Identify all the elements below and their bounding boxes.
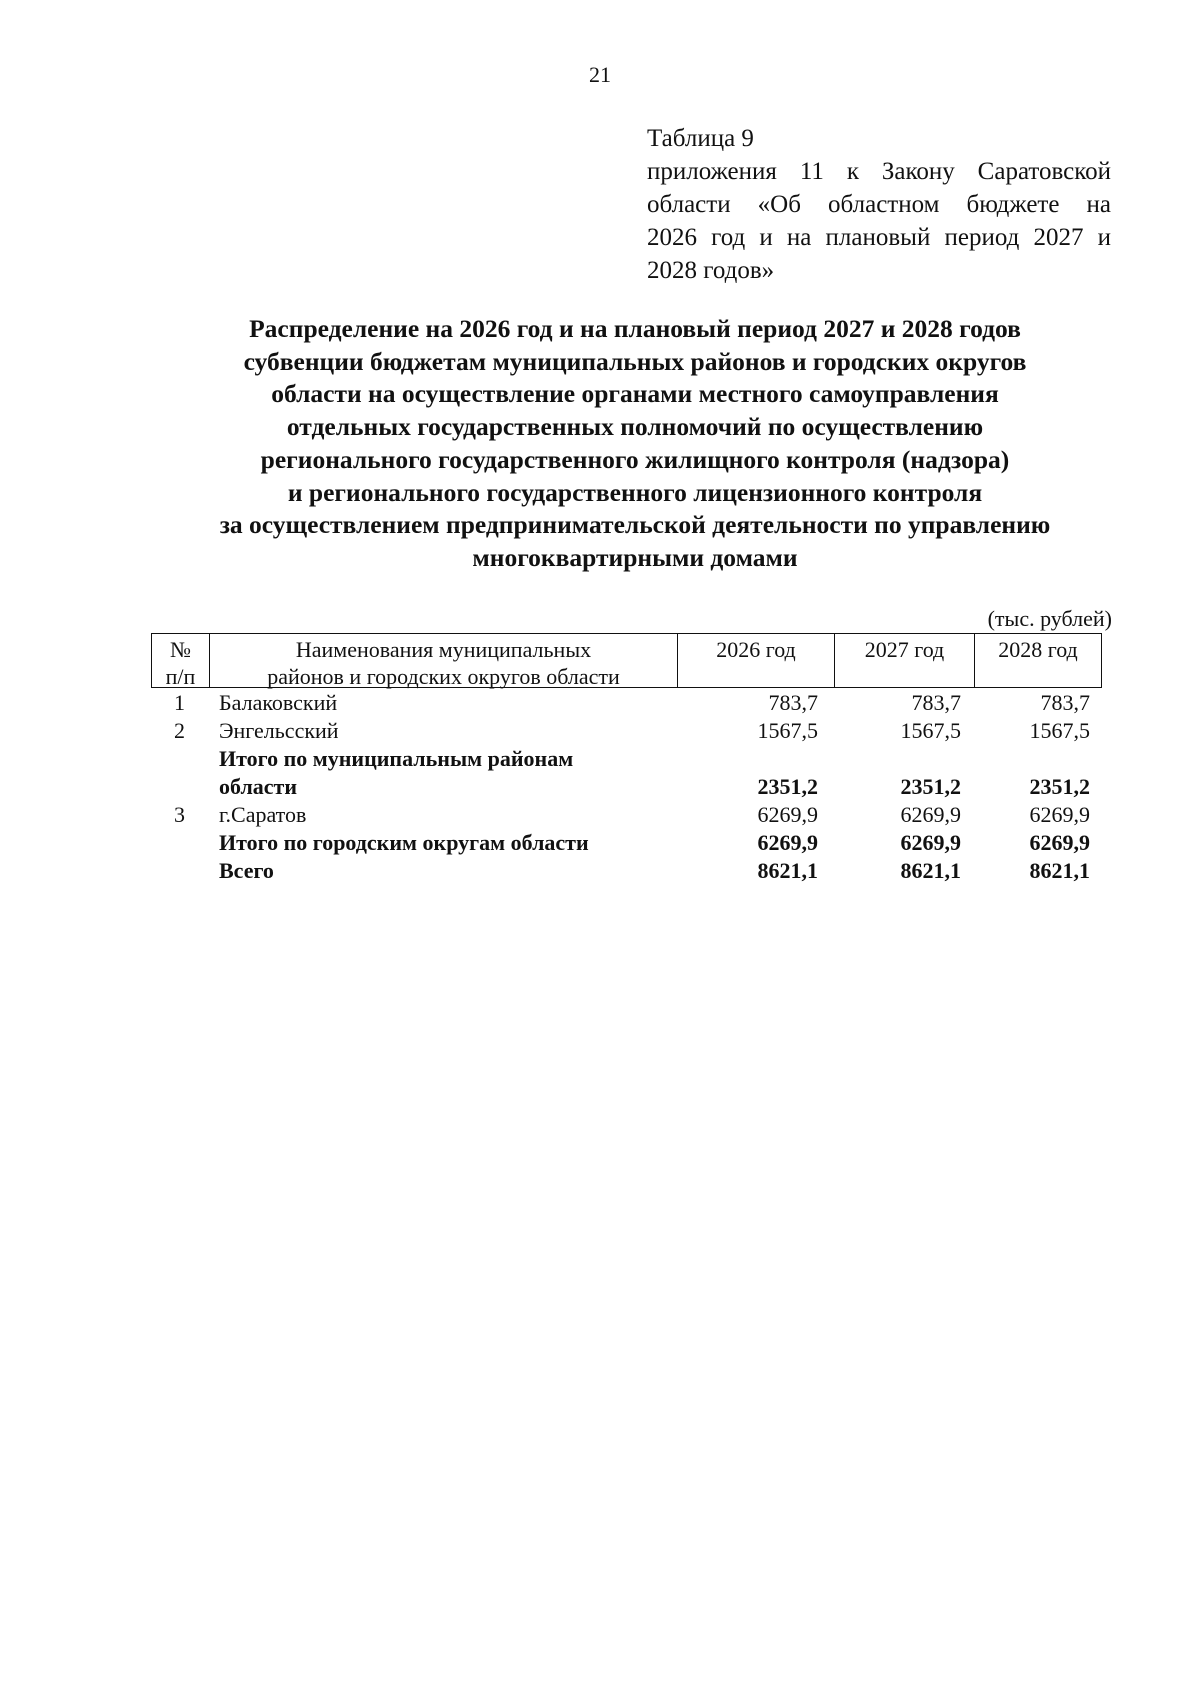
header-number-line: №	[170, 637, 191, 662]
row-name: Итого по городским округам области	[219, 830, 589, 855]
value-2027: 2351,2	[900, 774, 961, 799]
row-number: 2	[174, 718, 185, 743]
header-number	[152, 634, 209, 687]
table-row-subtotal	[151, 829, 1102, 857]
appendix-line: приложения 11 к Закону Саратовской	[647, 158, 1111, 185]
table-header	[151, 633, 1102, 688]
title-line: отдельных государственных полномочий по осуществлению	[286, 412, 984, 442]
row-name: Балаковский	[219, 690, 338, 715]
value-2027: 6269,9	[900, 802, 961, 827]
value-2028: 2351,2	[1029, 774, 1090, 799]
value-2026: 2351,2	[757, 774, 818, 799]
header-name-line: районов и городских округов области	[267, 664, 620, 689]
appendix-line: 2026 год и на плановый период 2027 и	[647, 224, 1111, 251]
title-line: регионального государственного жилищного контроля (надзора)	[260, 444, 1010, 474]
appendix-line: Таблица 9	[647, 125, 754, 152]
value-2026: 6269,9	[757, 830, 818, 855]
title-line: и регионального государственного лицензионного контроля	[287, 477, 983, 507]
value-2026: 6269,9	[757, 802, 818, 827]
table-row-subtotal	[151, 745, 1102, 801]
row-name: г.Саратов	[219, 802, 307, 827]
header-name	[209, 634, 677, 687]
row-name: Всего	[219, 858, 274, 883]
units-label: (тыс. рублей)	[987, 606, 1112, 631]
title-line: субвенции бюджетам муниципальных районов и городских округов	[243, 346, 1027, 376]
row-name-line: области	[219, 774, 298, 799]
page-number: 21	[589, 62, 611, 87]
row-number: 1	[174, 690, 185, 715]
value-2027: 783,7	[911, 690, 961, 715]
row-number: 3	[174, 802, 185, 827]
title-line: Распределение на 2026 год и на плановый период 2027 и 2028 годов	[249, 314, 1021, 343]
value-2027: 6269,9	[900, 830, 961, 855]
value-2028: 8621,1	[1029, 858, 1090, 883]
table-row	[151, 801, 1102, 829]
value-2028: 6269,9	[1029, 802, 1090, 827]
title-line: области на осуществление органами местного самоуправления	[271, 379, 999, 409]
appendix-line: области «Об областном бюджете на	[647, 191, 1111, 218]
value-2027: 1567,5	[900, 718, 961, 743]
title-line: многоквартирными домами	[472, 542, 798, 572]
value-2026: 783,7	[768, 690, 818, 715]
table-body	[151, 689, 1102, 885]
document-title	[120, 313, 1150, 575]
value-2028: 1567,5	[1029, 718, 1090, 743]
appendix-line: 2028 годов»	[647, 257, 775, 284]
value-2026: 1567,5	[757, 718, 818, 743]
title-line: за осуществлением предпринимательской деятельности по управлению	[219, 510, 1051, 540]
header-2027: 2027 год	[834, 634, 974, 687]
value-2028: 783,7	[1040, 690, 1090, 715]
table-row	[151, 689, 1102, 717]
value-2027: 8621,1	[900, 858, 961, 883]
header-2026: 2026 год	[677, 634, 834, 687]
appendix-reference	[647, 122, 1111, 287]
table-row-total	[151, 857, 1102, 885]
value-2028: 6269,9	[1029, 830, 1090, 855]
header-name-line: Наименования муниципальных	[295, 637, 592, 662]
value-2026: 8621,1	[757, 858, 818, 883]
row-name-line: Итого по муниципальным районам	[219, 746, 574, 771]
row-name	[219, 745, 659, 801]
header-number-line: п/п	[165, 664, 196, 689]
row-name: Энгельсский	[219, 718, 339, 743]
table-row	[151, 717, 1102, 745]
header-2028: 2028 год	[974, 634, 1101, 687]
